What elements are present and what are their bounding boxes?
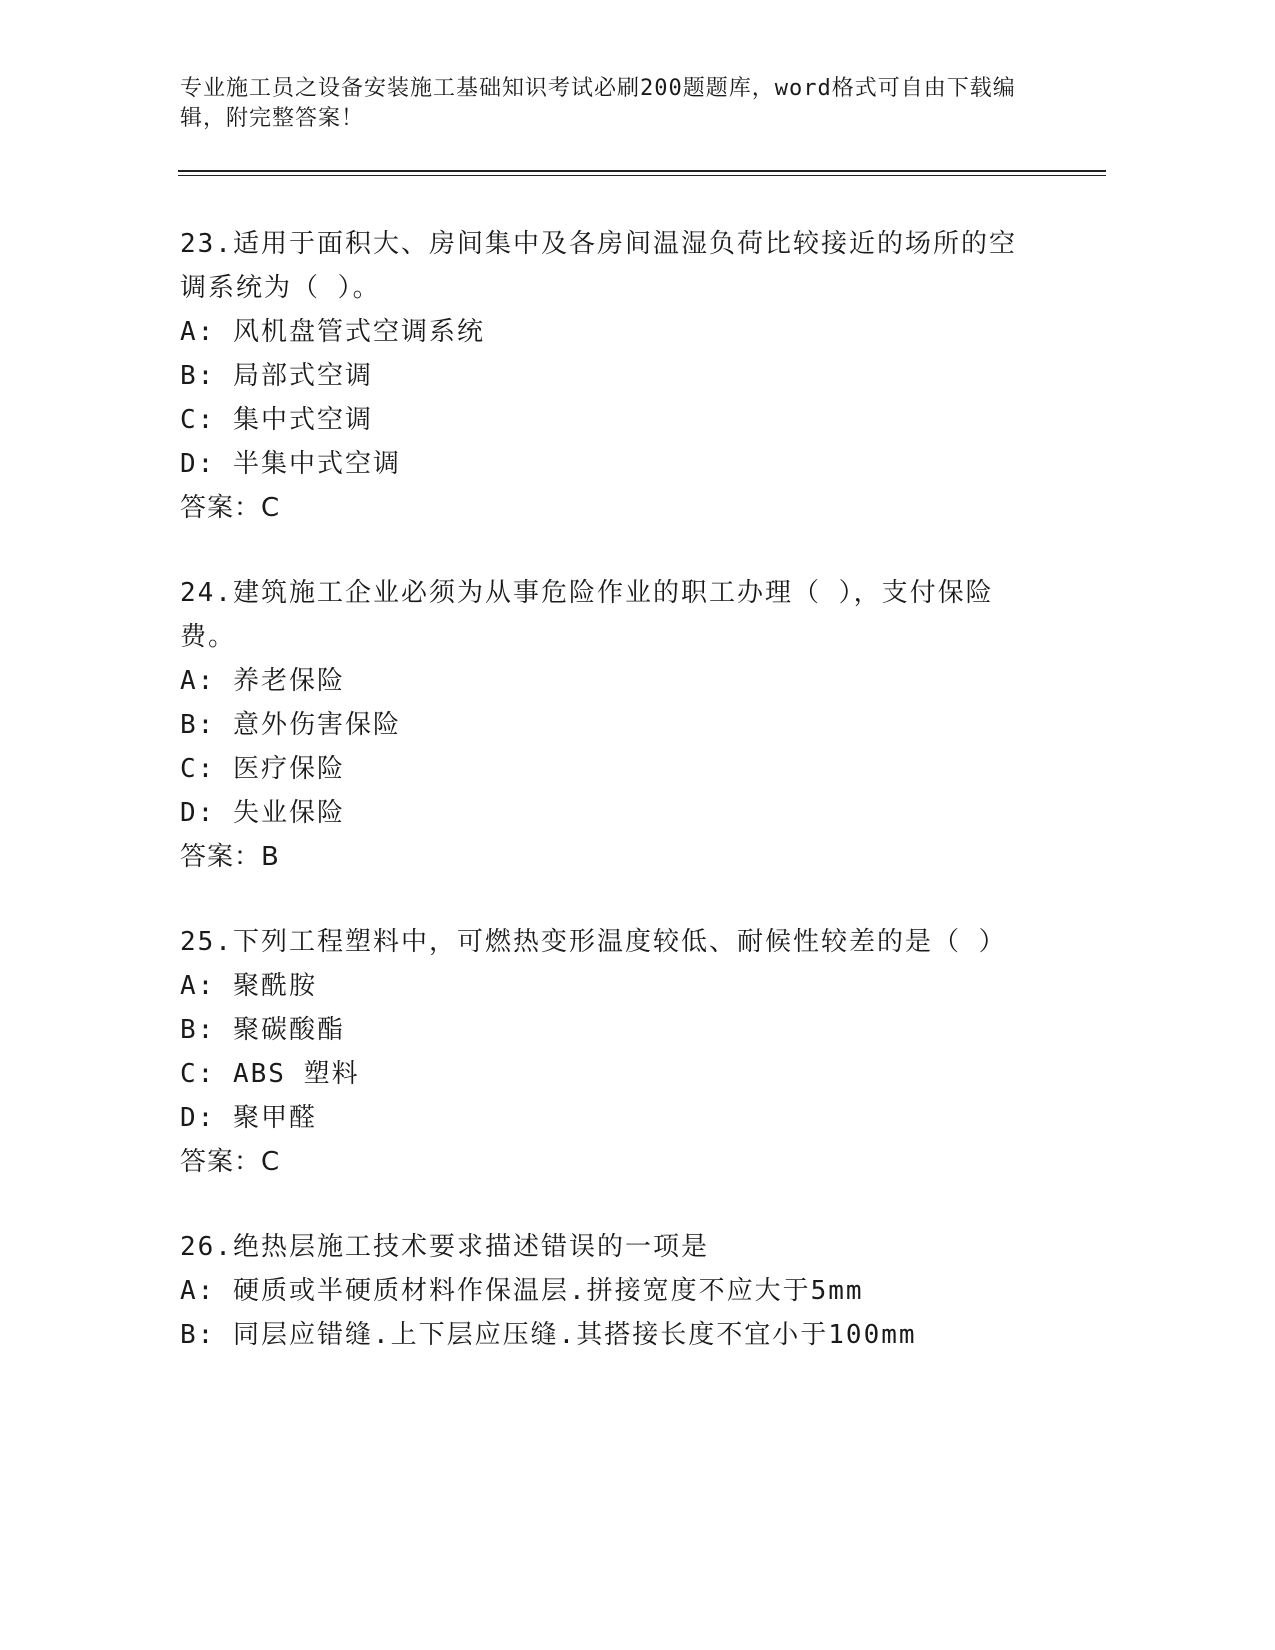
header-divider-thin (178, 175, 1106, 176)
option-b: B: 聚碳酸酯 (180, 1015, 345, 1045)
option-a: A: 养老保险 (180, 666, 345, 696)
option-d: D: 失业保险 (180, 798, 345, 828)
option-d: D: 聚甲醛 (180, 1103, 317, 1133)
option-b: B: 局部式空调 (180, 361, 373, 391)
question-stem: 26.绝热层施工技术要求描述错误的一项是 (180, 1232, 709, 1262)
answer: 答案：C (180, 1147, 281, 1177)
option-b: B: 意外伤害保险 (180, 710, 401, 740)
answer: 答案：B (180, 842, 280, 872)
question-stem: 23.适用于面积大、房间集中及各房间温湿负荷比较接近的场所的空调系统为（ ）。 (180, 229, 1017, 303)
question-25 (180, 920, 1040, 1184)
question-26 (180, 1225, 1040, 1357)
header-divider (178, 170, 1106, 172)
option-a: A: 硬质或半硬质材料作保温层.拼接宽度不应大于5mm (180, 1276, 864, 1306)
option-d: D: 半集中式空调 (180, 449, 401, 479)
option-a: A: 聚酰胺 (180, 971, 317, 1001)
answer: 答案：C (180, 493, 281, 523)
option-b: B: 同层应错缝.上下层应压缝.其搭接长度不宜小于100mm (180, 1320, 917, 1350)
option-c: C: 医疗保险 (180, 754, 345, 784)
question-23 (180, 222, 1040, 530)
question-stem: 24.建筑施工企业必须为从事危险作业的职工办理（ ），支付保险费。 (180, 578, 994, 652)
question-stem: 25.下列工程塑料中，可燃热变形温度较低、耐候性较差的是（ ） (180, 927, 1007, 957)
document-header: 专业施工员之设备安装施工基础知识考试必刷200题题库，word格式可自由下载编辑，附完整答案！ (180, 76, 1016, 131)
question-24 (180, 571, 1040, 879)
option-a: A: 风机盘管式空调系统 (180, 317, 485, 347)
option-c: C: ABS 塑料 (180, 1059, 360, 1089)
option-c: C: 集中式空调 (180, 405, 373, 435)
